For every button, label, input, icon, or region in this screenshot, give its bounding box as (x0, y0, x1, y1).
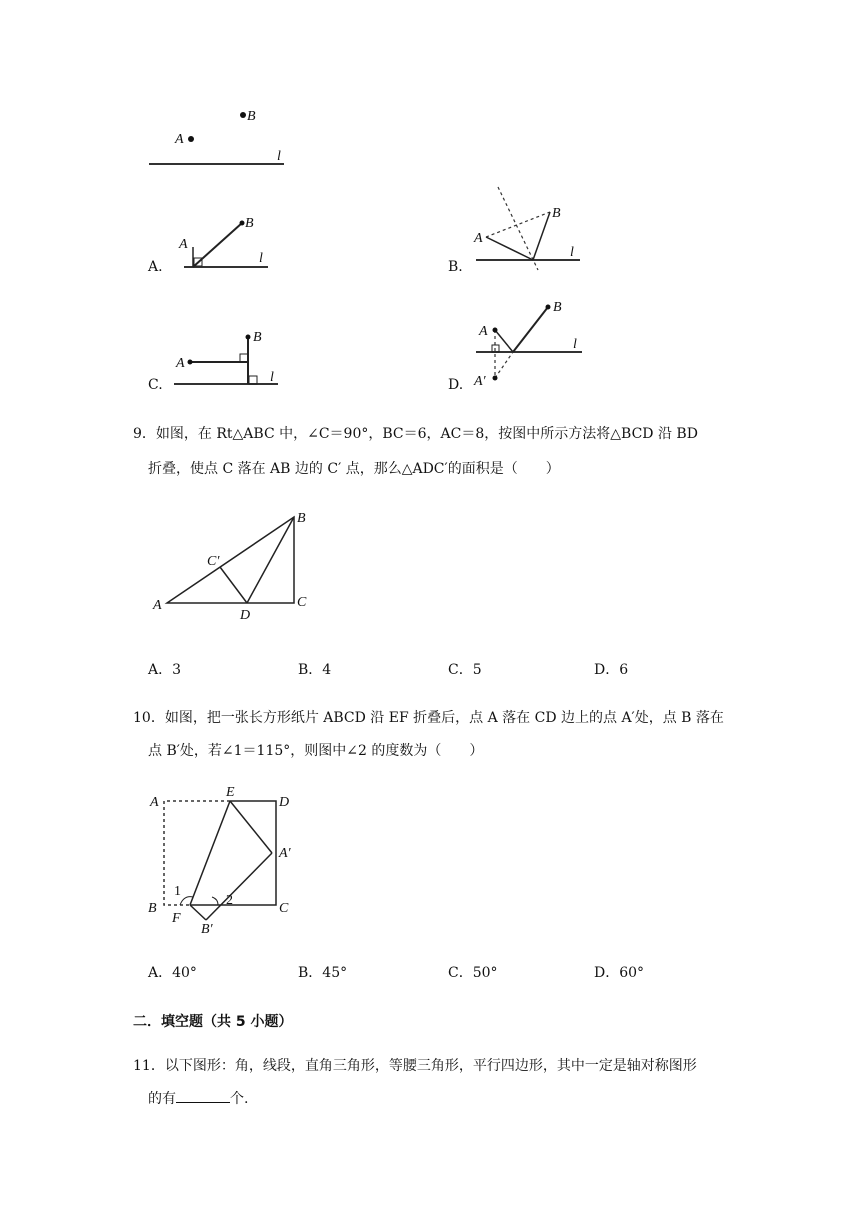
label-a: A (175, 132, 184, 147)
label-a: A (176, 356, 185, 371)
segment-p-b (533, 212, 550, 260)
q10-line-2: 点 B′处，若∠1＝115°，则图中∠2 的度数为（ ） (148, 743, 484, 759)
label-angle-1: 1 (174, 884, 181, 899)
label-a: A (479, 324, 488, 339)
point-b (240, 112, 246, 118)
label-b: B (552, 206, 561, 221)
q8-option-b-figure (470, 185, 590, 275)
q11-line-1: 11．以下图形：角，线段，直角三角形，等腰三角形，平行四边形，其中一定是轴对称图形 (133, 1058, 697, 1074)
angle-2-arc (212, 897, 218, 905)
q11-line-2-after: 个. (230, 1091, 249, 1107)
q8-main-figure (140, 100, 300, 175)
q10-option-d[interactable]: D．60° (594, 965, 645, 981)
label-f: F (172, 911, 181, 926)
label-b: B (245, 216, 254, 231)
q8-option-a-figure (175, 210, 275, 275)
right-angle-mark-2 (249, 376, 257, 384)
q10-option-b[interactable]: B．45° (298, 965, 348, 981)
q9-option-a[interactable]: A．3 (148, 662, 182, 678)
q11-line-2 (148, 1088, 248, 1109)
point-a (188, 136, 194, 142)
dashed-reflection (498, 187, 538, 270)
segment-ab (193, 223, 242, 267)
label-d: D (279, 795, 290, 810)
label-c-prime: C′ (207, 554, 220, 569)
label-a: A (179, 237, 188, 252)
q8-option-c-letter[interactable]: C. (148, 377, 163, 393)
q8-option-a-letter[interactable]: A. (148, 259, 163, 275)
rect-edcb (190, 801, 276, 905)
q11-answer-blank[interactable] (176, 1088, 230, 1103)
q10-option-a[interactable]: A．40° (148, 965, 197, 981)
label-b: B (247, 109, 256, 124)
q9-option-d[interactable]: D．6 (594, 662, 629, 678)
segment-a-p (495, 330, 513, 352)
point-a-prime (493, 376, 498, 381)
dashed-a (486, 212, 550, 237)
label-b: B (253, 330, 262, 345)
q8-option-c-figure (170, 325, 285, 390)
q9-option-c[interactable]: C．5 (448, 662, 482, 678)
point-a (188, 360, 193, 365)
point-b (546, 305, 551, 310)
label-l: l (570, 245, 574, 260)
label-a: A (474, 231, 483, 246)
q9-figure (145, 505, 325, 625)
right-angle-mark-1 (240, 354, 248, 362)
q8-option-d-figure (470, 295, 590, 390)
q9-line-1: 9．如图，在 Rt△ABC 中，∠C＝90°，BC＝6，AC＝8，按图中所示方法将△BCD 沿 BD (133, 426, 698, 442)
label-l: l (573, 337, 577, 352)
label-c: C (297, 595, 307, 610)
segment-p-b (513, 307, 548, 352)
label-l: l (270, 370, 274, 385)
segment-a-p (486, 237, 533, 260)
label-a-prime: A′ (474, 374, 486, 389)
label-l: l (277, 149, 281, 164)
label-d: D (240, 608, 251, 623)
label-b: B (553, 300, 562, 315)
segment-ef (190, 801, 230, 905)
label-a: A (150, 795, 159, 810)
q8-option-b-letter[interactable]: B. (448, 259, 463, 275)
label-e: E (226, 785, 235, 800)
label-a: A (153, 598, 162, 613)
q8-option-d-letter[interactable]: D. (448, 377, 464, 393)
label-a-prime: A′ (279, 846, 291, 861)
point-b (246, 335, 251, 340)
segment-bd (247, 517, 294, 603)
label-angle-2: 2 (226, 893, 233, 908)
q9-line-2: 折叠，使点 C 落在 AB 边的 C′ 点，那么△ADC′的面积是（ ） (148, 461, 560, 477)
segment-dc-prime (220, 567, 247, 603)
segment-fb-prime (190, 905, 206, 920)
q11-line-2-before: 的有 (148, 1091, 176, 1107)
point-a (493, 328, 498, 333)
q9-option-b[interactable]: B．4 (298, 662, 332, 678)
segment-ea-prime (230, 801, 272, 853)
q10-option-c[interactable]: C．50° (448, 965, 498, 981)
point-b (240, 221, 245, 226)
label-b-prime: B′ (201, 922, 213, 935)
segment-b-prime-a-prime (206, 853, 272, 920)
label-l: l (259, 251, 263, 266)
label-b: B (297, 511, 306, 526)
triangle-abc (167, 517, 294, 603)
section-2-title: 二．填空题（共 5 小题） (133, 1014, 293, 1030)
label-c: C (279, 901, 289, 916)
q10-figure (140, 785, 310, 935)
label-b: B (148, 901, 157, 916)
q10-line-1: 10．如图，把一张长方形纸片 ABCD 沿 EF 折叠后，点 A 落在 CD 边上的点 A′处，点 B 落在 (133, 710, 724, 726)
dashed-a-prime-p (495, 352, 513, 378)
